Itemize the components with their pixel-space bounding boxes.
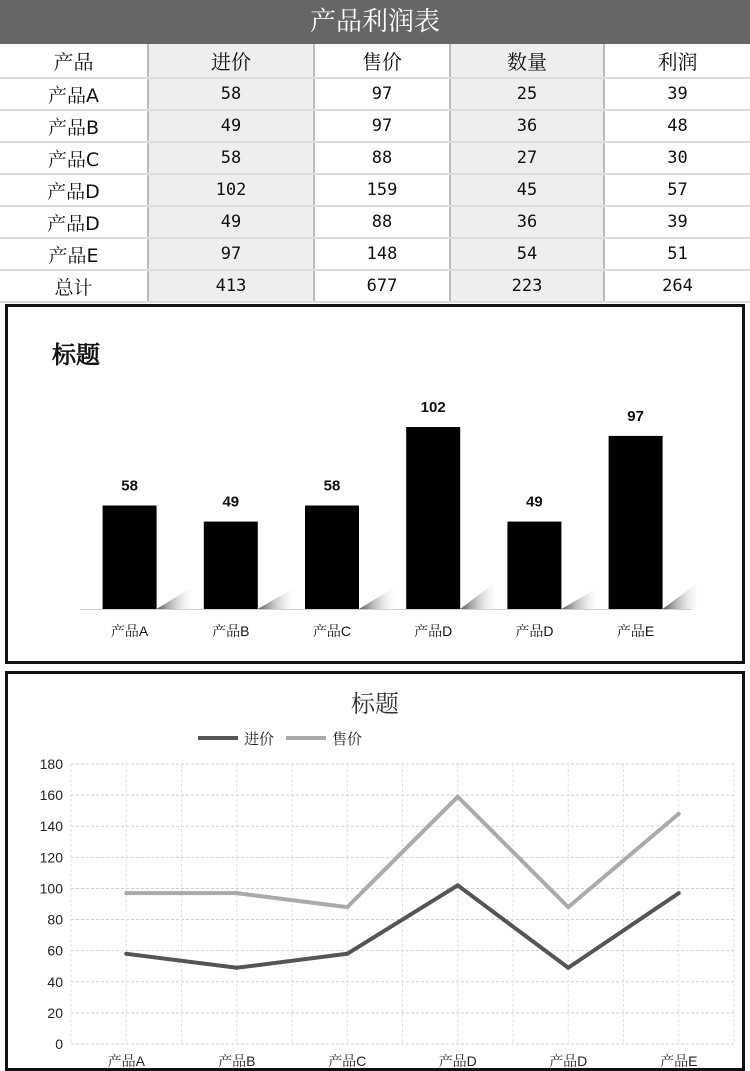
series-point: [235, 891, 239, 895]
bar-data-label: 102: [420, 399, 446, 416]
table-total-row: [0, 270, 750, 302]
table-title: 产品利润表: [0, 0, 750, 44]
bar-data-label: 58: [121, 477, 138, 495]
header-price: 售价: [314, 44, 450, 78]
y-tick-label: 140: [39, 818, 63, 835]
x-tick-label: 产品E: [660, 1053, 698, 1068]
cell-cost: 58: [148, 78, 314, 110]
bar-chart-title: 标题: [52, 342, 100, 369]
cell-profit: 39: [604, 206, 750, 238]
table-row: [0, 238, 750, 270]
table-row: [0, 78, 750, 110]
bar-shadow: [359, 588, 393, 609]
cell-quantity: 36: [450, 206, 604, 238]
series-point: [124, 952, 128, 956]
cell-product: 产品E: [0, 238, 148, 270]
line-chart-panel: [5, 671, 745, 1071]
bar-shadow: [258, 589, 292, 609]
y-tick-label: 120: [39, 849, 63, 866]
bar-shadow: [460, 583, 494, 609]
cell-product: 产品C: [0, 142, 148, 174]
cell-total-price: 677: [314, 270, 450, 302]
x-tick-label: 产品B: [218, 1053, 256, 1068]
series-point: [456, 795, 460, 799]
y-tick-label: 160: [39, 787, 63, 804]
table-header-row: [0, 44, 750, 78]
series-point: [677, 812, 681, 816]
cell-profit: 57: [604, 174, 750, 206]
legend-label: 售价: [332, 731, 363, 748]
table-row: [0, 206, 750, 238]
cell-cost: 97: [148, 238, 314, 270]
legend-label: 进价: [244, 731, 275, 748]
cell-total-profit: 264: [604, 270, 750, 302]
table-row: [0, 110, 750, 142]
line-chart: [8, 674, 742, 1068]
profit-table: [0, 44, 750, 303]
y-tick-label: 40: [47, 973, 63, 990]
bar-data-label: 49: [526, 493, 543, 511]
bar: [507, 522, 561, 609]
bar: [204, 522, 258, 609]
cell-quantity: 45: [450, 174, 604, 206]
x-tick-label: 产品D: [438, 1053, 477, 1068]
table-row: [0, 174, 750, 206]
y-tick-label: 80: [47, 911, 63, 928]
cell-quantity: 36: [450, 110, 604, 142]
header-quantity: 数量: [450, 44, 604, 78]
x-tick-label: 产品D: [549, 1053, 588, 1068]
cell-profit: 30: [604, 142, 750, 174]
y-tick-label: 100: [39, 880, 63, 897]
header-product: 产品: [0, 44, 148, 78]
cell-price: 88: [314, 206, 450, 238]
cell-cost: 102: [148, 174, 314, 206]
bar-data-label: 49: [222, 493, 240, 511]
line-chart-title: 标题: [351, 691, 399, 718]
bar-shadow: [663, 584, 697, 609]
header-cost: 进价: [148, 44, 314, 78]
bar-data-label: 97: [627, 407, 644, 425]
bar-chart: [8, 307, 742, 661]
y-tick-label: 60: [47, 942, 63, 959]
series-point: [566, 905, 570, 909]
bar-category-label: 产品A: [110, 623, 149, 639]
series-point: [345, 952, 349, 956]
series-point: [566, 966, 570, 970]
bar-category-label: 产品B: [212, 623, 250, 639]
series-point: [124, 891, 128, 895]
bar: [305, 506, 359, 609]
y-tick-label: 0: [55, 1036, 63, 1052]
bar-category-label: 产品E: [616, 623, 655, 639]
x-tick-label: 产品C: [328, 1053, 367, 1068]
bar-shadow: [157, 588, 191, 609]
bar: [103, 506, 157, 609]
cell-price: 148: [314, 238, 450, 270]
bar: [609, 436, 663, 609]
series-point: [345, 905, 349, 909]
cell-price: 159: [314, 174, 450, 206]
bar-category-label: 产品D: [515, 623, 554, 639]
y-tick-label: 180: [39, 756, 63, 772]
bar-category-label: 产品C: [312, 623, 352, 639]
x-tick-label: 产品A: [107, 1053, 145, 1068]
cell-total-label: 总计: [0, 270, 148, 302]
series-point: [456, 883, 460, 887]
cell-profit: 51: [604, 238, 750, 270]
y-tick-label: 20: [47, 1004, 63, 1021]
series-point: [677, 891, 681, 895]
cell-profit: 39: [604, 78, 750, 110]
cell-quantity: 27: [450, 142, 604, 174]
header-profit: 利润: [604, 44, 750, 78]
cell-product: 产品A: [0, 78, 148, 110]
bar-chart-panel: [5, 304, 745, 664]
bar-data-label: 58: [323, 477, 341, 495]
series-point: [235, 966, 239, 970]
bar-shadow: [561, 589, 595, 609]
bar: [406, 427, 460, 609]
cell-cost: 58: [148, 142, 314, 174]
cell-quantity: 25: [450, 78, 604, 110]
cell-price: 97: [314, 78, 450, 110]
cell-price: 88: [314, 142, 450, 174]
cell-price: 97: [314, 110, 450, 142]
cell-product: 产品D: [0, 206, 148, 238]
table-row: [0, 142, 750, 174]
cell-profit: 48: [604, 110, 750, 142]
cell-cost: 49: [148, 110, 314, 142]
cell-cost: 49: [148, 206, 314, 238]
cell-product: 产品D: [0, 174, 148, 206]
cell-quantity: 54: [450, 238, 604, 270]
cell-product: 产品B: [0, 110, 148, 142]
cell-total-cost: 413: [148, 270, 314, 302]
bar-category-label: 产品D: [414, 623, 453, 639]
cell-total-quantity: 223: [450, 270, 604, 302]
